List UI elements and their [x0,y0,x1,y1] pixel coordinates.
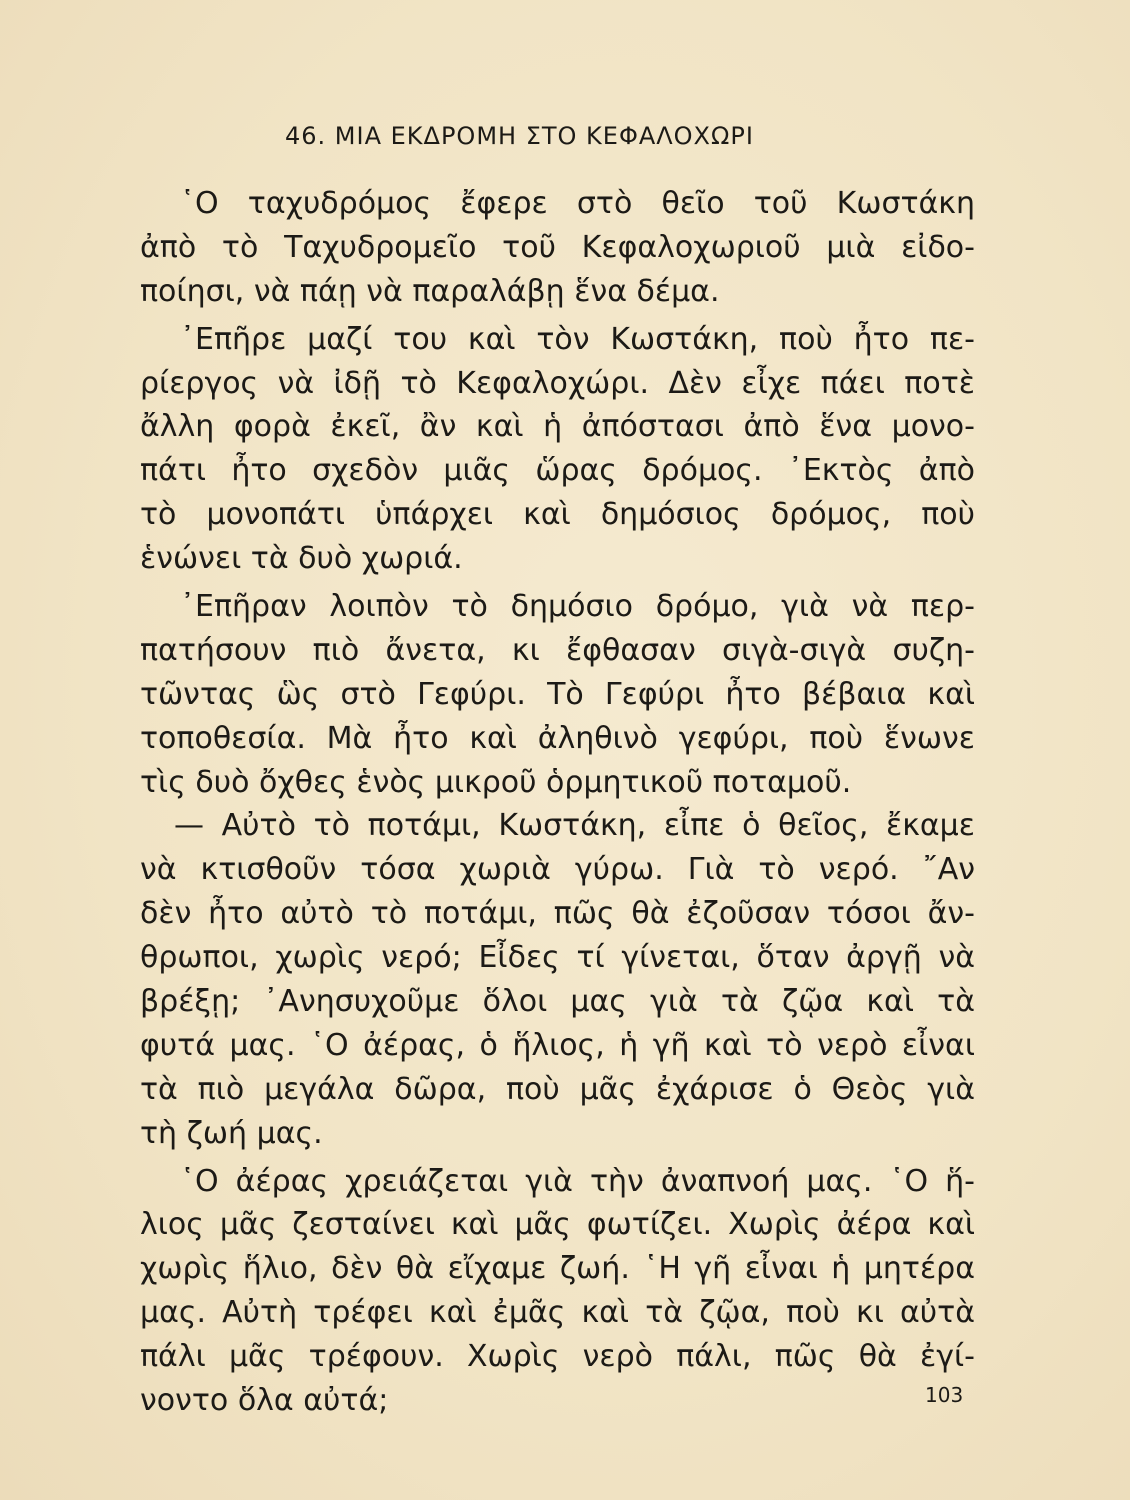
paragraph [140,804,975,1155]
text-line: ἀπὸ τὸ Ταχυδρομεῖο τοῦ Κεφαλοχωριοῦ μιὰ εἰδο- [140,229,975,265]
text-line: — Αὐτὸ τὸ ποτάμι, Κωστάκη, εἶπε ὁ θεῖος, ἔκαμε [174,808,975,844]
paragraph [140,182,975,314]
text-line: θρωποι, χωρὶς νερό; Εἶδες τί γίνεται, ὅταν ἀργῇ νὰ [140,940,975,976]
text-line: ᾿Επῆρε μαζί του καὶ τὸν Κωστάκη, ποὺ ἦτο πε- [180,321,975,357]
text-line: νοντο ὅλα αὐτά; [140,1383,389,1419]
text-line: τὸ μονοπάτι ὑπάρχει καὶ δημόσιος δρόμος, ποὺ [140,497,975,533]
paragraph [140,1160,975,1423]
text-line: τῶντας ὣς στὸ Γεφύρι. Τὸ Γεφύρι ἦτο βέβαια καὶ [140,676,975,712]
text-line: τὶς δυὸ ὄχθες ἑνὸς μικροῦ ὁρμητικοῦ ποταμοῦ. [140,764,852,800]
text-line: τοποθεσία. Μὰ ἦτο καὶ ἀληθινὸ γεφύρι, ποὺ ἕνωνε [140,720,975,756]
text-line: ἑνώνει τὰ δυὸ χωριά. [140,541,463,577]
paragraph [140,318,975,581]
text-line: ᾿Επῆραν λοιπὸν τὸ δημόσιο δρόμο, γιὰ νὰ περ- [180,589,975,625]
text-line: φυτά μας. ῾Ο ἀέρας, ὁ ἥλιος, ἡ γῆ καὶ τὸ νερὸ εἶναι [140,1027,975,1063]
text-line: ῾Ο ταχυδρόμος ἔφερε στὸ θεῖο τοῦ Κωστάκη [180,186,975,221]
text-line: χωρὶς ἥλιο, δὲν θὰ εἴχαμε ζωή. ῾Η γῆ εἶναι ἡ μητέρα [140,1251,975,1287]
text-line: βρέξῃ; ᾿Ανησυχοῦμε ὅλοι μας γιὰ τὰ ζῷα καὶ τὰ [140,984,975,1020]
paragraph [140,585,975,804]
body-text [140,182,975,1423]
text-line: τὴ ζωή μας. [140,1115,323,1151]
text-line: δὲν ἦτο αὐτὸ τὸ ποτάμι, πῶς θὰ ἐζοῦσαν τόσοι ἄν- [140,896,975,932]
text-line: πάλι μᾶς τρέφουν. Χωρὶς νερὸ πάλι, πῶς θὰ ἐγί- [140,1339,975,1375]
text-line: πατήσουν πιὸ ἄνετα, κι ἔφθασαν σιγὰ-σιγὰ συζη- [140,632,975,668]
text-line: λιος μᾶς ζεσταίνει καὶ μᾶς φωτίζει. Χωρὶς ἀέρα καὶ [140,1207,975,1243]
page-number: 103 [925,1383,964,1407]
text-line: ῾Ο ἀέρας χρειάζεται γιὰ τὴν ἀναπνοή μας. ῾Ο ἥ- [180,1163,975,1199]
text-line: ρίεργος νὰ ἰδῇ τὸ Κεφαλοχώρι. Δὲν εἶχε πάει ποτὲ [140,365,975,401]
text-line: πάτι ἦτο σχεδὸν μιᾶς ὥρας δρόμος. ᾿Εκτὸς ἀπὸ [140,453,975,489]
text-line: τὰ πιὸ μεγάλα δῶρα, ποὺ μᾶς ἐχάρισε ὁ Θεὸς γιὰ [140,1071,975,1107]
text-line: ἄλλη φορὰ ἐκεῖ, ἂν καὶ ἡ ἀπόστασι ἀπὸ ἕνα μονο- [140,409,975,445]
text-line: ποίησι, νὰ πάῃ νὰ παραλάβῃ ἕνα δέμα. [140,273,720,309]
chapter-title: 46. ΜΙΑ ΕΚΔΡΟΜΗ ΣΤΟ ΚΕΦΑΛΟΧΩΡΙ [285,122,754,150]
text-line: μας. Αὐτὴ τρέφει καὶ ἐμᾶς καὶ τὰ ζῷα, ποὺ κι αὐτὰ [140,1295,975,1331]
text-line: νὰ κτισθοῦν τόσα χωριὰ γύρω. Γιὰ τὸ νερό. ῎Αν [140,852,975,888]
